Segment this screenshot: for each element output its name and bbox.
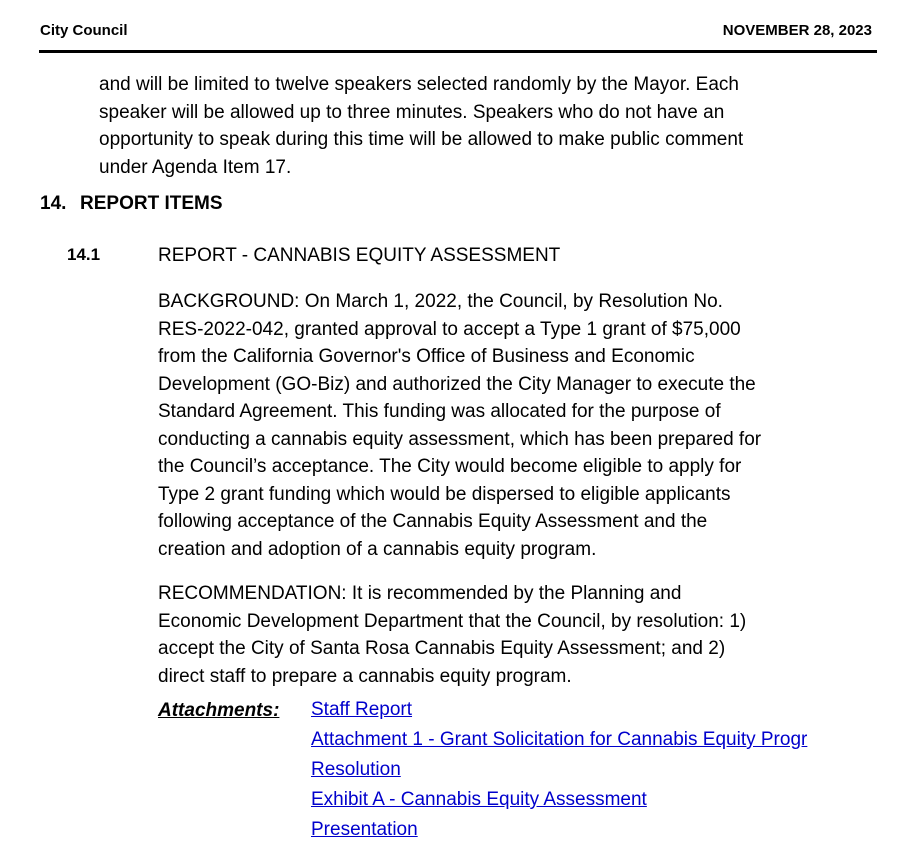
text-line: direct staff to prepare a cannabis equity program.	[158, 665, 572, 687]
text-line: accept the City of Santa Rosa Cannabis Equity Assessment; and 2)	[158, 638, 726, 659]
intro-paragraph	[99, 71, 743, 181]
text-line: conducting a cannabis equity assessment, which has been prepared for	[158, 428, 762, 450]
item-title: REPORT - CANNABIS EQUITY ASSESSMENT	[158, 245, 561, 266]
text-line: Type 2 grant funding which would be dispersed to eligible applicants	[158, 483, 731, 505]
text-line: opportunity to speak during this time will be allowed to make public comment	[99, 129, 744, 150]
header-date: NOVEMBER 28, 2023	[722, 22, 872, 39]
header-divider	[39, 50, 877, 53]
text-line: Standard Agreement. This funding was allocated for the purpose of	[158, 401, 721, 422]
background-paragraph	[158, 288, 761, 563]
attachment-link-exhibit-a[interactable]: Exhibit A - Cannabis Equity Assessment	[311, 789, 647, 810]
text-line: under Agenda Item 17.	[99, 156, 292, 178]
attachment-link-presentation[interactable]: Presentation	[311, 819, 418, 840]
text-line: creation and adoption of a cannabis equity program.	[158, 538, 597, 560]
section-number: 14.	[40, 193, 67, 214]
text-line: from the California Governor's Office of Business and Economic	[158, 346, 695, 367]
attachment-link-staff-report[interactable]: Staff Report	[311, 699, 413, 720]
text-line: Development (GO-Biz) and authorized the City Manager to execute the	[158, 373, 756, 395]
header-title: City Council	[40, 22, 128, 39]
text-line: BACKGROUND: On March 1, 2022, the Council, by Resolution No.	[158, 291, 723, 312]
attachments-label: Attachments:	[158, 700, 280, 721]
section-title: REPORT ITEMS	[80, 193, 223, 214]
text-line: following acceptance of the Cannabis Equity Assessment and the	[158, 511, 708, 532]
text-line: Economic Development Department that the Council, by resolution: 1)	[158, 610, 747, 632]
text-line: the Council’s acceptance. The City would become eligible to apply for	[158, 456, 742, 477]
attachment-link-resolution[interactable]: Resolution	[311, 759, 401, 780]
item-number: 14.1	[67, 245, 101, 264]
text-line: RES-2022-042, granted approval to accept a Type 1 grant of $75,000	[158, 318, 741, 340]
recommendation-paragraph	[158, 580, 746, 690]
attachments-list	[311, 697, 836, 847]
text-line: speaker will be allowed up to three minutes. Speakers who do not have an	[99, 101, 725, 123]
text-line: RECOMMENDATION: It is recommended by the Planning and	[158, 583, 682, 604]
text-line: and will be limited to twelve speakers selected randomly by the Mayor. Each	[99, 74, 739, 95]
attachment-link-grant-solicitation[interactable]: Attachment 1 - Grant Solicitation for Cannabis Equity Progr	[311, 729, 808, 750]
